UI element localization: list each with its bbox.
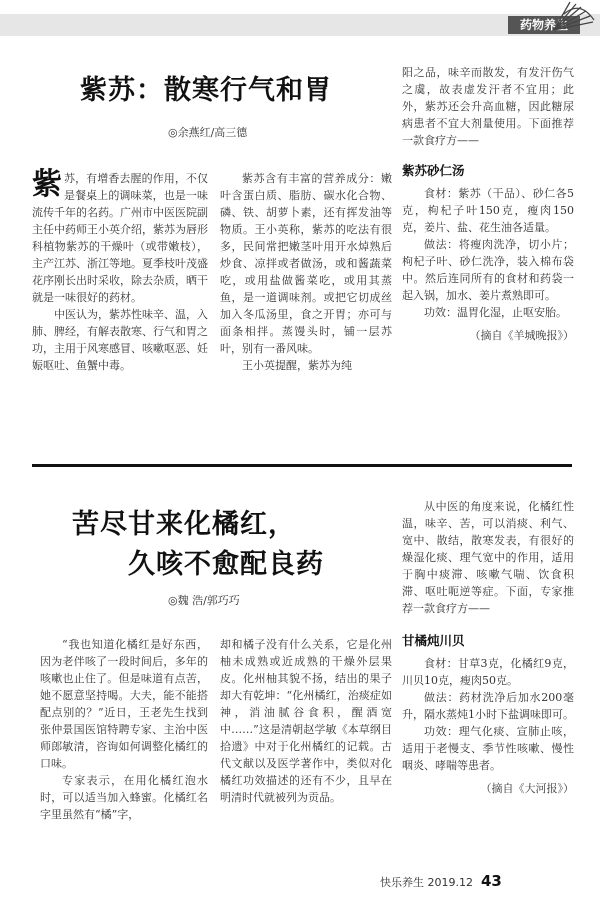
recipe-title: 紫苏砂仁汤 [402,163,465,178]
article1-column-1 [32,167,208,374]
recipe-method: 做法：药材洗净后加水200毫升，隔水蒸炖1小时下盐调味即可。 [402,691,574,721]
page-number: 43 [480,872,502,890]
article1-paragraph: 王小英提醒，紫苏为纯 [242,359,352,372]
recipe-effect: 功效：温胃化湿，止呕安胎。 [424,306,567,319]
section-label: 药物养生 [508,16,580,34]
recipe-method: 做法：将瘦肉洗净，切小片；枸杞子叶、砂仁洗净，装入棉布袋中。然后连同所有的食材和药袋一起入锅，加水、姜片煮熟即可。 [402,238,574,302]
article1-column-3 [402,64,574,343]
recipe-ingredients: 食材：紫苏（干品）、砂仁各5克，枸杞子叶150克，瘦肉150克，姜片、盐、花生油各适量。 [402,187,574,234]
article1-author: ◎余燕红/高三德 [168,126,248,139]
article1-paragraph: 紫苏，有增香去腥的作用，不仅是餐桌上的调味菜，也是一味流传千年的名药。广州市中医医院副主任中药师王小英介绍，紫苏为唇形科植物紫苏的干燥叶（或带嫩枝），主产江苏、浙江等地。夏季枝叶茂盛花序刚长出时采收，除去杂质，晒干就是一味很好的药材。 [32,167,208,304]
article2-column-2 [220,636,392,806]
article2-paragraph: “我也知道化橘红是好东西，因为老伴咳了一段时间后，多年的咳嗽也止住了。但是味道有点苦，她不愿意坚持喝。大夫，能不能搭配点别的？”近日，王老先生找到张仲景国医馆特聘专家、主治中医师郎敏清，咨询如何调整化橘红的口味。 [40,638,208,770]
recipe-effect: 功效：理气化痰、宣肺止咳，适用于老慢支、季节性咳嗽、慢性咽炎、哮喘等患者。 [402,725,574,772]
recipe-ingredients: 食材：甘草3克，化橘红9克，川贝10克，瘦肉50克。 [402,657,574,687]
recipe-title: 甘橘炖川贝 [402,633,465,648]
article1-title: 紫苏：散寒行气和胃 [80,75,332,106]
article2-title-line1: 苦尽甘来化橘红， [72,509,296,540]
magazine-issue: 快乐养生 2019.12 [380,876,473,889]
article2-paragraph: 从中医的角度来说，化橘红性温，味辛、苦，可以消痰、利气、宽中、散结，散寒发表，有很好的燥湿化痰、理气宽中的作用，适用于胸中痰滞、咳嗽气喘、饮食积滞、呕吐呃逆等症。下面，专家推荐一款食疗方—— [402,500,574,615]
article2-title-line2: 久咳不愈配良药 [128,549,324,580]
drop-cap: 紫 [32,167,62,202]
source-citation: （摘自《大河报》） [480,782,574,795]
article-divider [32,464,572,467]
article1-paragraph: 阳之品，味辛而散发，有发汗伤气之虞，故表虚发汗者不宜用；此外，紫苏还会升高血糖，因此糖尿病患者不宜大剂量使用。下面推荐一款食疗方—— [402,66,574,147]
source-citation: （摘自《羊城晚报》） [469,329,574,342]
article2-author: ◎魏 浩/郭巧巧 [168,594,240,607]
article2-column-3 [402,498,574,796]
article1-paragraph: 中医认为，紫苏性味辛、温，入肺、脾经，有解表散寒、行气和胃之功，主用于风寒感冒、咳嗽呕恶、妊娠呕吐、鱼蟹中毒。 [32,308,208,372]
article1-paragraph: 紫苏含有丰富的营养成分：嫩叶含蛋白质、脂肪、碳水化合物、磷、铁、胡萝卜素，还有挥发油等物质。王小英称，紫苏的吃法有很多，民间常把嫩茎叶用开水焯熟后炒食、凉拌或者做汤，或和酱蔬菜吃，或用盐做酱菜吃，或用其蒸鱼，是一道调味剂。或把它切成丝加入冬瓜汤里，食之开胃；亦可与面条相拌。蒸馒头时，铺一层苏叶，别有一番风味。 [220,172,392,355]
article1-column-2 [220,170,392,374]
article2-paragraph: 专家表示，在用化橘红泡水时，可以适当加入蜂蜜。化橘红名字里虽然有“橘”字， [40,774,208,821]
article2-column-1 [40,636,208,823]
page-footer [380,872,580,890]
fan-decoration-icon [550,0,596,34]
article2-paragraph: 却和橘子没有什么关系，它是化州柚未成熟或近成熟的干燥外层果皮。化州柚其貌不扬，结出的果子却大有乾坤：“化州橘红，治痰症如神，消油腻谷食积，醒酒宽中……”这是清朝赵学敏《本草纲目拾遗》中对于化州橘红的记载。古代文献以及医学著作中，类似对化橘红功效描述的还有不少，且早在明清时代就被列为贡品。 [220,638,392,804]
